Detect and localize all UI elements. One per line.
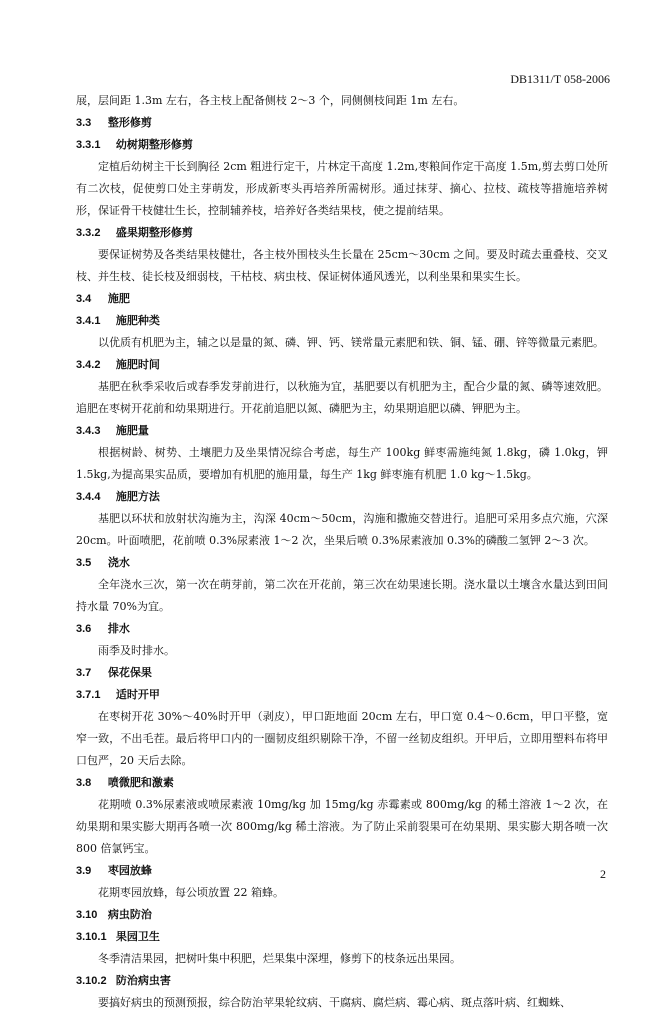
paragraph: 以优质有机肥为主，辅之以是量的氮、磷、钾、钙、镁常量元素肥和铁、铜、锰、硼、锌等微量元素肥。	[98, 336, 604, 349]
subsection-heading	[76, 684, 608, 706]
heading-number: 3.10	[76, 909, 98, 921]
heading-title: 施肥时间	[115, 358, 160, 371]
heading-number: 3.7.1	[76, 689, 101, 701]
paragraph: 基肥在秋季采收后或春季发芽前进行，以秋施为宜，基肥要以有机肥为主，配合少量的氮、磷等速效肥。追肥在枣树开花前和幼果期进行。开花前追肥以氮、磷肥为主，幼果期追肥以磷、钾肥为主。	[76, 380, 608, 415]
heading-number: 3.8	[76, 777, 92, 789]
section-heading	[76, 904, 608, 926]
heading-title: 枣园放蜂	[107, 864, 152, 877]
paragraph: 冬季清洁果园，把树叶集中积肥，烂果集中深埋，修剪下的枝条远出果园。	[98, 952, 461, 965]
paragraph: 基肥以环状和放射状沟施为主，沟深 40cm～50cm，沟施和撒施交替进行。追肥可采用多点穴施，穴深 20cm。叶面喷肥，花前喷 0.3%尿素液 1～2 次，坐果后喷 0.3%尿素液加 0.3%的磷酸二氢钾 2～3 次。	[76, 512, 608, 547]
paragraph: 根据树龄、树势、土壤肥力及坐果情况综合考虑，每生产 100kg 鲜枣需施纯氮 1.8kg，磷 1.0kg，钾 1.5kg,为提高果实品质，要增加有机肥的施用量，每生产 1kg 鲜枣施有机肥 1.0 kg～1.5kg。	[76, 446, 608, 481]
paragraph: 要保证树势及各类结果枝健壮，各主枝外围枝头生长量在 25cm～30cm 之间。要及时疏去重叠枝、交叉枝、并生枝、徒长枝及细弱枝，干枯枝、病虫枝、保证树体通风透光，以利坐果和果实生长。	[76, 248, 608, 283]
heading-number: 3.10.2	[76, 975, 107, 987]
heading-title: 保花保果	[107, 666, 152, 679]
heading-number: 3.9	[76, 865, 92, 877]
paragraph: 展，层间距 1.3m 左右，各主枝上配备侧枝 2～3 个，同侧侧枝间距 1m 左右。	[76, 94, 465, 107]
paragraph: 定植后幼树主干长到胸径 2cm 粗进行定干，片林定干高度 1.2m,枣粮间作定干高度 1.5m,剪去剪口处所有二次枝，促使剪口处主芽萌发，形成新枣头再培养所需树形。通过抹芽、摘心、拉枝、疏枝等措施培养树形，保证骨干枝健壮生长，控制辅养枝，培养好各类结果枝，使之提前结果。	[76, 160, 608, 217]
paragraph: 在枣树开花 30%～40%时开甲（剥皮），甲口距地面 20cm 左右，甲口宽 0.4～0.6cm，甲口平整，宽窄一致，不出毛茬。最后将甲口内的一圈韧皮组织剔除干净，不留一丝韧皮组织。开甲后，立即用塑料布将甲口包严，20 天后去除。	[76, 710, 608, 767]
paragraph: 花期枣园放蜂，每公顷放置 22 箱蜂。	[98, 886, 284, 899]
heading-title: 排水	[107, 622, 130, 635]
document-body	[76, 90, 608, 1014]
heading-title: 浇水	[107, 556, 130, 569]
heading-title: 整形修剪	[107, 116, 152, 129]
heading-number: 3.7	[76, 667, 92, 679]
heading-number: 3.4.2	[76, 359, 101, 371]
heading-number: 3.4	[76, 293, 92, 305]
subsection-heading	[76, 926, 608, 948]
heading-number: 3.3.2	[76, 227, 101, 239]
section-heading	[76, 552, 608, 574]
subsection-heading	[76, 310, 608, 332]
paragraph: 全年浇水三次，第一次在萌芽前，第二次在开花前，第三次在幼果速长期。浇水量以土壤含水量达到田间持水量 70%为宜。	[76, 578, 608, 613]
heading-title: 适时开甲	[115, 688, 160, 701]
heading-title: 防治病虫害	[115, 974, 171, 987]
heading-number: 3.3.1	[76, 139, 101, 151]
section-heading	[76, 288, 608, 310]
subsection-heading	[76, 134, 608, 156]
heading-title: 喷微肥和激素	[107, 776, 174, 789]
heading-number: 3.6	[76, 623, 92, 635]
heading-number: 3.3	[76, 117, 92, 129]
subsection-heading	[76, 222, 608, 244]
subsection-heading	[76, 970, 608, 992]
section-heading	[76, 662, 608, 684]
heading-title: 病虫防治	[107, 908, 152, 921]
heading-title: 施肥量	[115, 424, 149, 437]
heading-number: 3.5	[76, 557, 92, 569]
heading-number: 3.4.1	[76, 315, 101, 327]
document-code: DB1311/T 058-2006	[510, 72, 610, 86]
page-number: 2	[600, 867, 606, 881]
paragraph: 要搞好病虫的预测预报，综合防治苹果轮纹病、干腐病、腐烂病、霉心病、斑点落叶病、红蜘蛛、	[98, 996, 571, 1009]
heading-number: 3.10.1	[76, 931, 107, 943]
heading-title: 幼树期整形修剪	[115, 138, 193, 151]
section-heading	[76, 112, 608, 134]
subsection-heading	[76, 420, 608, 442]
heading-number: 3.4.3	[76, 425, 101, 437]
subsection-heading	[76, 354, 608, 376]
heading-title: 施肥种类	[115, 314, 160, 327]
heading-title: 施肥方法	[115, 490, 160, 503]
section-heading	[76, 618, 608, 640]
section-heading	[76, 772, 608, 794]
paragraph: 花期喷 0.3%尿素液或喷尿素液 10mg/kg 加 15mg/kg 赤霉素或 800mg/kg 的稀土溶液 1～2 次，在幼果期和果实膨大期再各喷一次 800mg/kg 稀土溶液。为了防止采前裂果可在幼果期、果实膨大期各喷一次 800 倍氯钙宝。	[76, 798, 608, 855]
paragraph: 雨季及时排水。	[98, 644, 175, 657]
heading-title: 盛果期整形修剪	[115, 226, 193, 239]
heading-title: 果园卫生	[115, 930, 160, 943]
subsection-heading	[76, 486, 608, 508]
heading-number: 3.4.4	[76, 491, 101, 503]
section-heading	[76, 860, 608, 882]
heading-title: 施肥	[107, 292, 130, 305]
